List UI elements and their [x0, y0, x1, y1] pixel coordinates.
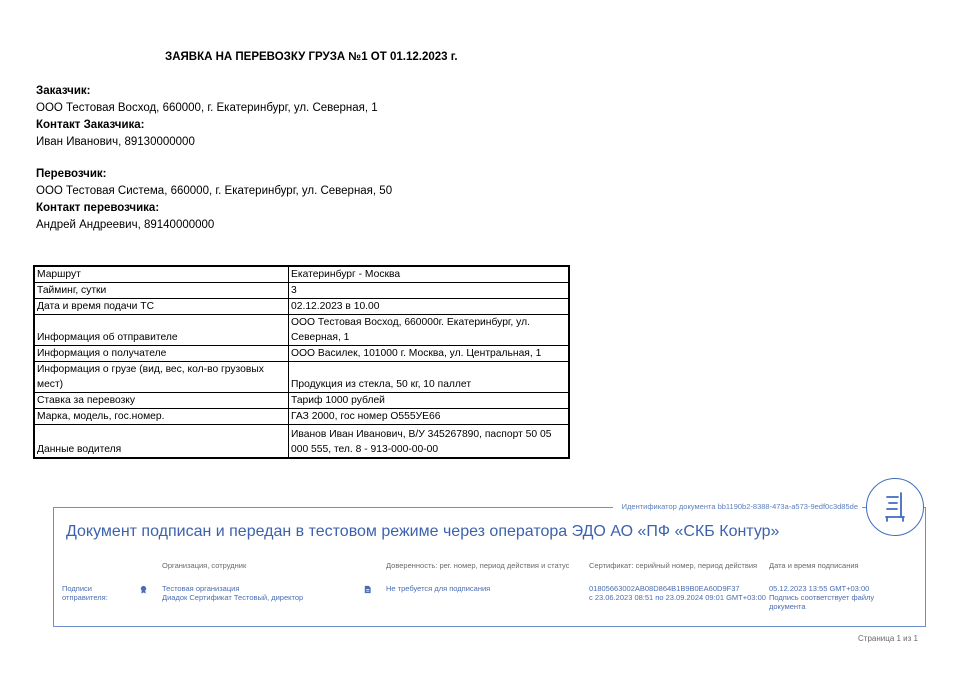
table-value: 02.12.2023 в 10.00 [289, 299, 570, 315]
document-id: Идентификатор документа bb1190b2-8388-473a-a573-9edf0c3d85de [621, 502, 858, 511]
table-row [34, 393, 569, 409]
table-value [289, 315, 570, 346]
table-key: Данные водителя [34, 425, 289, 458]
table-row [34, 266, 569, 283]
table-key: Информация об отправителе [34, 315, 289, 346]
carrier-label: Перевозчик: [36, 168, 107, 180]
signer-org-line: Тестовая организация [162, 584, 240, 593]
certificate-info [589, 584, 766, 602]
signer-label-line: Подписи [62, 584, 92, 593]
table-row [34, 409, 569, 425]
table-row [34, 362, 569, 393]
seal-icon [139, 585, 148, 594]
signer-label-line: отправителя: [62, 593, 108, 602]
table-row [34, 299, 569, 315]
stamp-border-top [53, 507, 613, 508]
table-value-line: Иванов Иван Иванович, В/У 345267890, паспорт 50 05 [291, 428, 552, 440]
table-key: Тайминг, сутки [34, 283, 289, 299]
table-key: Маршрут [34, 266, 289, 283]
customer-contact-label: Контакт Заказчика: [36, 119, 145, 131]
power-of-attorney: Не требуется для подписания [386, 584, 491, 593]
document-icon [363, 585, 372, 594]
table-key: Информация о получателе [34, 346, 289, 362]
table-value: Екатеринбург - Москва [289, 266, 570, 283]
signer-org-line: Диадок Сертификат Тестовый, директор [162, 593, 304, 602]
table-value-line: 000 555, тел. 8 - 913-000-00-00 [291, 443, 439, 455]
stamp-heading: Документ подписан и передан в тестовом режиме через оператора ЭДО АО «ПФ «СКБ Контур» [66, 523, 780, 540]
certificate-period: с 23.06.2023 08:51 по 23.09.2024 09:01 GMT+03:00 [589, 593, 766, 602]
table-key [34, 362, 289, 393]
table-value-line: ООО Тестовая Восход, 660000г. Екатеринбург, ул. [291, 317, 530, 328]
table-key-line: мест) [37, 379, 64, 390]
signer-label [62, 584, 108, 602]
signing-date [769, 584, 874, 611]
column-power: Доверенность: рег. номер, период действия и статус [386, 561, 570, 570]
signing-datetime: 05.12.2023 13:55 GMT+03:00 [769, 584, 870, 593]
table-key: Марка, модель, гос.номер. [34, 409, 289, 425]
table-value: 3 [289, 283, 570, 299]
table-row [34, 283, 569, 299]
signing-status: документа [769, 602, 806, 611]
table-value: ООО Василек, 101000 г. Москва, ул. Центральная, 1 [289, 346, 570, 362]
table-value: ГАЗ 2000, гос номер О555УЕ66 [289, 409, 570, 425]
carrier-contact-value: Андрей Андреевич, 89140000000 [36, 219, 215, 231]
table-row [34, 315, 569, 346]
customer-contact-value: Иван Иванович, 89130000000 [36, 136, 195, 148]
logo-glyph-icon [867, 479, 923, 535]
page-number: Страница 1 из 1 [858, 634, 918, 643]
table-value: Тариф 1000 рублей [289, 393, 570, 409]
table-key: Дата и время подачи ТС [34, 299, 289, 315]
table-value [289, 425, 570, 458]
carrier-value: ООО Тестовая Система, 660000, г. Екатеринбург, ул. Северная, 50 [36, 185, 393, 197]
table-key-line: Информация о грузе (вид, вес, кол-во грузовых [37, 364, 264, 375]
document-title: ЗАЯВКА НА ПЕРЕВОЗКУ ГРУЗА №1 ОТ 01.12.2023 г. [165, 51, 458, 63]
customer-label: Заказчик: [36, 85, 91, 97]
carrier-block [36, 166, 392, 234]
signing-status: Подпись соответствует файлу [769, 593, 875, 602]
signer-org [162, 584, 303, 602]
certificate-serial: 01805663002AB08D864B1B9B0EA60D9F37 [589, 584, 740, 593]
customer-value: ООО Тестовая Восход, 660000, г. Екатеринбург, ул. Северная, 1 [36, 102, 378, 114]
kontur-logo-icon [866, 478, 924, 536]
table-value-line: Северная, 1 [291, 332, 350, 343]
table-value: Продукция из стекла, 50 кг, 10 паллет [289, 362, 570, 393]
table-row [34, 425, 569, 458]
column-cert: Сертификат: серийный номер, период действия [589, 561, 758, 570]
shipment-info-table [33, 265, 570, 459]
column-date: Дата и время подписания [769, 561, 859, 570]
customer-block [36, 83, 378, 151]
carrier-contact-label: Контакт перевозчика: [36, 202, 160, 214]
column-org: Организация, сотрудник [162, 561, 247, 570]
table-key: Ставка за перевозку [34, 393, 289, 409]
table-row [34, 346, 569, 362]
